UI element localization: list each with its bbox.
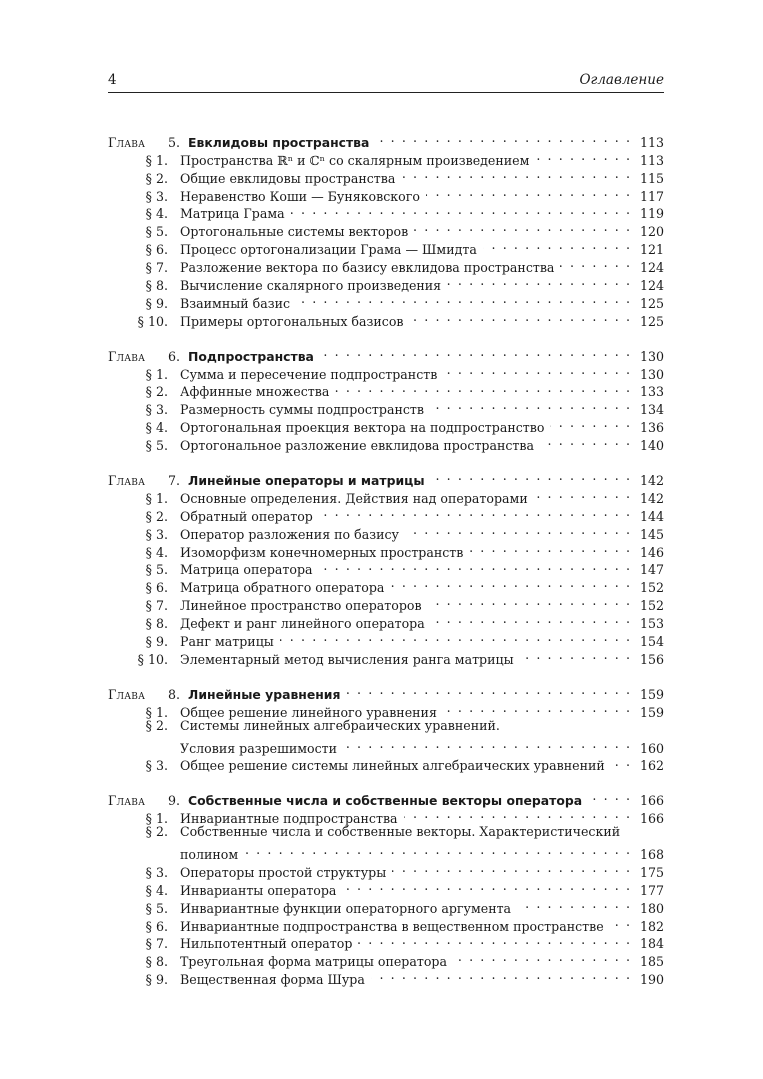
dot-leader	[244, 841, 630, 859]
section-number: § 2.	[145, 824, 168, 840]
section-number: § 3.	[145, 526, 168, 542]
section-page: 124	[639, 278, 664, 294]
section-number: § 2.	[145, 717, 168, 733]
running-header	[108, 72, 664, 93]
chapter-label: Глава	[108, 134, 146, 150]
chapter-title: Собственные числа и собственные векторы оператора	[188, 793, 583, 809]
section-number: § 8.	[145, 616, 168, 632]
section-page: 117	[639, 188, 664, 204]
section-number: § 2.	[145, 384, 168, 400]
section-entry-continuation[interactable]	[108, 841, 664, 862]
section-title: Ранг матрицы	[180, 634, 274, 650]
section-number: § 2.	[145, 508, 168, 524]
dot-leader	[588, 787, 630, 805]
dot-leader	[520, 646, 630, 664]
dot-leader	[291, 201, 630, 219]
section-number: § 5.	[145, 224, 168, 240]
section-title: Дефект и ранг линейного оператора	[180, 616, 425, 632]
section-page: 184	[639, 936, 664, 952]
dot-leader	[319, 503, 630, 521]
chapter-number: 7.	[168, 473, 181, 489]
dot-leader	[447, 272, 630, 290]
section-number: § 6.	[145, 580, 168, 596]
dot-leader	[346, 681, 630, 699]
toc-chapter	[108, 343, 664, 454]
section-page: 121	[639, 242, 664, 258]
section-number: § 5.	[145, 562, 168, 578]
toc-chapter	[108, 129, 664, 329]
section-page: 166	[639, 811, 664, 827]
section-title: Размерность суммы подпространств	[180, 402, 424, 418]
section-title: Процесс ортогонализации Грама — Шмидта	[180, 242, 477, 258]
chapter-number: 9.	[168, 793, 181, 809]
section-page: 168	[639, 846, 664, 862]
toc-chapter	[108, 467, 664, 667]
section-title: Инвариантные подпространства в вещественном пространстве	[180, 918, 604, 934]
dot-leader	[443, 361, 630, 379]
section-page: 134	[639, 402, 664, 418]
section-title: Разложение вектора по базису евклидова пространства	[180, 260, 555, 276]
section-page: 113	[639, 152, 664, 168]
section-number: § 7.	[145, 598, 168, 614]
section-title: Элементарный метод вычисления ранга матрицы	[180, 651, 514, 667]
book-page	[108, 0, 664, 1079]
section-title-continuation: полином	[180, 846, 239, 862]
section-number: § 8.	[145, 954, 168, 970]
section-title: Неравенство Коши — Буняковского	[180, 188, 420, 204]
section-page: 190	[639, 972, 664, 988]
dot-leader	[375, 129, 630, 147]
dot-leader	[428, 592, 630, 610]
section-number: § 5.	[145, 438, 168, 454]
chapter-number: 6.	[168, 348, 181, 364]
section-title: Пространства ℝⁿ и ℂⁿ со скалярным произведением	[180, 152, 530, 168]
section-entry[interactable]	[108, 717, 664, 735]
dot-leader	[296, 290, 630, 308]
section-title: Нильпотентный оператор	[180, 936, 353, 952]
chapter-page: 130	[639, 348, 664, 364]
section-number: § 1.	[145, 811, 168, 827]
section-page: 142	[639, 490, 664, 506]
section-page: 162	[639, 758, 664, 774]
section-number: § 4.	[145, 206, 168, 222]
dot-leader	[392, 859, 630, 877]
section-page: 125	[639, 313, 664, 329]
section-number: § 2.	[145, 170, 168, 186]
chapter-title: Линейные операторы и матрицы	[188, 473, 425, 489]
chapter-entry[interactable]	[108, 467, 664, 489]
chapter-entry[interactable]	[108, 129, 664, 150]
section-title: Примеры ортогональных базисов	[180, 313, 404, 329]
section-title: Инвариантные функции операторного аргумента	[180, 900, 512, 916]
section-title: Оператор разложения по базису	[180, 526, 399, 542]
section-number: § 7.	[145, 260, 168, 276]
dot-leader	[426, 183, 630, 201]
running-title: Оглавление	[579, 72, 664, 88]
section-page: 185	[639, 954, 664, 970]
chapter-title: Евклидовы пространства	[188, 134, 370, 150]
section-page: 153	[639, 616, 664, 632]
dot-leader	[540, 432, 630, 450]
section-title: Ортогональная проекция вектора на подпространство	[180, 420, 545, 436]
section-number: § 8.	[145, 278, 168, 294]
page-number: 4	[108, 72, 117, 88]
section-entry-continuation[interactable]	[108, 735, 664, 756]
section-page: 152	[639, 598, 664, 614]
dot-leader	[410, 308, 630, 326]
table-of-contents	[108, 129, 664, 1001]
chapter-number: 8.	[168, 686, 181, 702]
dot-leader	[431, 610, 630, 628]
section-number: § 10.	[137, 313, 168, 329]
dot-leader	[431, 467, 630, 485]
dot-leader	[358, 931, 630, 949]
dot-leader	[610, 913, 630, 931]
section-page: 124	[639, 260, 664, 276]
section-page: 125	[639, 295, 664, 311]
section-page: 177	[639, 882, 664, 898]
section-number: § 4.	[145, 420, 168, 436]
section-title: Матрица оператора	[180, 562, 313, 578]
section-number: § 9.	[145, 972, 168, 988]
chapter-entry[interactable]	[108, 343, 664, 364]
section-number: § 3.	[145, 402, 168, 418]
chapter-title: Подпространства	[188, 348, 314, 364]
section-number: § 1.	[145, 152, 168, 168]
dot-leader	[342, 877, 630, 895]
chapter-label: Глава	[108, 686, 146, 702]
section-title: Линейное пространство операторов	[180, 598, 422, 614]
section-page: 182	[639, 918, 664, 934]
dot-leader	[611, 753, 630, 771]
toc-chapter	[108, 787, 664, 988]
dot-leader	[390, 574, 630, 592]
section-title: Ортогональные системы векторов	[180, 224, 409, 240]
section-title: Вычисление скалярного произведения	[180, 278, 442, 294]
section-title: Инварианты оператора	[180, 882, 337, 898]
section-title: Операторы простой структуры	[180, 864, 387, 880]
chapter-page: 166	[639, 793, 664, 809]
chapter-page: 142	[639, 473, 664, 489]
dot-leader	[560, 254, 630, 272]
section-number: § 3.	[145, 864, 168, 880]
chapter-label: Глава	[108, 793, 146, 809]
section-page: 156	[639, 651, 664, 667]
section-page: 159	[639, 704, 664, 720]
section-title: Общие евклидовы пространства	[180, 170, 396, 186]
section-title: Общее решение системы линейных алгебраических уравнений	[180, 758, 605, 774]
section-number: § 1.	[145, 704, 168, 720]
section-page: 147	[639, 562, 664, 578]
section-title: Вещественная форма Шура	[180, 972, 365, 988]
section-page: 160	[639, 740, 664, 756]
section-title: Сумма и пересечение подпространств	[180, 366, 438, 382]
section-number: § 1.	[145, 490, 168, 506]
section-page: 115	[639, 170, 664, 186]
section-number: § 5.	[145, 900, 168, 916]
section-entry[interactable]	[108, 823, 664, 841]
section-page: 140	[639, 438, 664, 454]
section-number: § 3.	[145, 758, 168, 774]
chapter-label: Глава	[108, 348, 146, 364]
section-title: Общее решение линейного уравнения	[180, 704, 437, 720]
dot-leader	[335, 379, 630, 397]
dot-leader	[535, 147, 630, 165]
section-number: § 1.	[145, 366, 168, 382]
section-number: § 6.	[145, 242, 168, 258]
dot-leader	[371, 966, 630, 984]
dot-leader	[320, 343, 630, 361]
section-number: § 9.	[145, 295, 168, 311]
chapter-title: Линейные уравнения	[188, 686, 341, 702]
dot-leader	[453, 948, 630, 966]
section-title: Ортогональное разложение евклидова пространства	[180, 438, 534, 454]
section-title: Основные определения. Действия над операторами	[180, 490, 528, 506]
section-number: § 10.	[137, 651, 168, 667]
section-number: § 7.	[145, 936, 168, 952]
dot-leader	[280, 628, 630, 646]
dot-leader	[550, 414, 630, 432]
dot-leader	[443, 699, 630, 717]
section-page: 120	[639, 224, 664, 240]
section-title: Изоморфизм конечномерных пространств	[180, 544, 464, 560]
dot-leader	[414, 218, 630, 236]
section-title: Обратный оператор	[180, 508, 313, 524]
dot-leader	[483, 236, 630, 254]
chapter-entry[interactable]	[108, 787, 664, 809]
chapter-page: 113	[639, 134, 664, 150]
section-number: § 3.	[145, 188, 168, 204]
dot-leader	[405, 521, 630, 539]
section-page: 152	[639, 580, 664, 596]
section-title: Инвариантные подпространства	[180, 811, 398, 827]
toc-chapter	[108, 681, 664, 774]
section-title-continuation: Условия разрешимости	[180, 740, 338, 756]
dot-leader	[517, 895, 630, 913]
section-page: 146	[639, 544, 664, 560]
section-title: Матрица Грама	[180, 206, 285, 222]
chapter-number: 5.	[168, 134, 181, 150]
section-page: 154	[639, 634, 664, 650]
section-number: § 4.	[145, 544, 168, 560]
dot-leader	[401, 165, 630, 183]
section-title: Треугольная форма матрицы оператора	[180, 954, 447, 970]
section-page: 180	[639, 900, 664, 916]
dot-leader	[404, 805, 630, 823]
section-number: § 6.	[145, 918, 168, 934]
section-page: 144	[639, 508, 664, 524]
dot-leader	[343, 735, 630, 753]
dot-leader	[534, 485, 630, 503]
section-number: § 9.	[145, 634, 168, 650]
dot-leader	[319, 557, 630, 575]
chapter-page: 159	[639, 686, 664, 702]
section-page: 136	[639, 420, 664, 436]
section-number: § 4.	[145, 882, 168, 898]
section-title: Взаимный базис	[180, 295, 291, 311]
section-title: Собственные числа и собственные векторы. Характеристический	[180, 824, 621, 840]
dot-leader	[430, 396, 630, 414]
section-page: 133	[639, 384, 664, 400]
chapter-label: Глава	[108, 473, 146, 489]
section-title: Аффинные множества	[180, 384, 330, 400]
dot-leader	[469, 539, 630, 557]
chapter-entry[interactable]	[108, 681, 664, 702]
section-title: Системы линейных алгебраических уравнений.	[180, 717, 500, 733]
section-page: 130	[639, 366, 664, 382]
section-page: 119	[639, 206, 664, 222]
section-page: 145	[639, 526, 664, 542]
section-page: 175	[639, 864, 664, 880]
section-title: Матрица обратного оператора	[180, 580, 385, 596]
